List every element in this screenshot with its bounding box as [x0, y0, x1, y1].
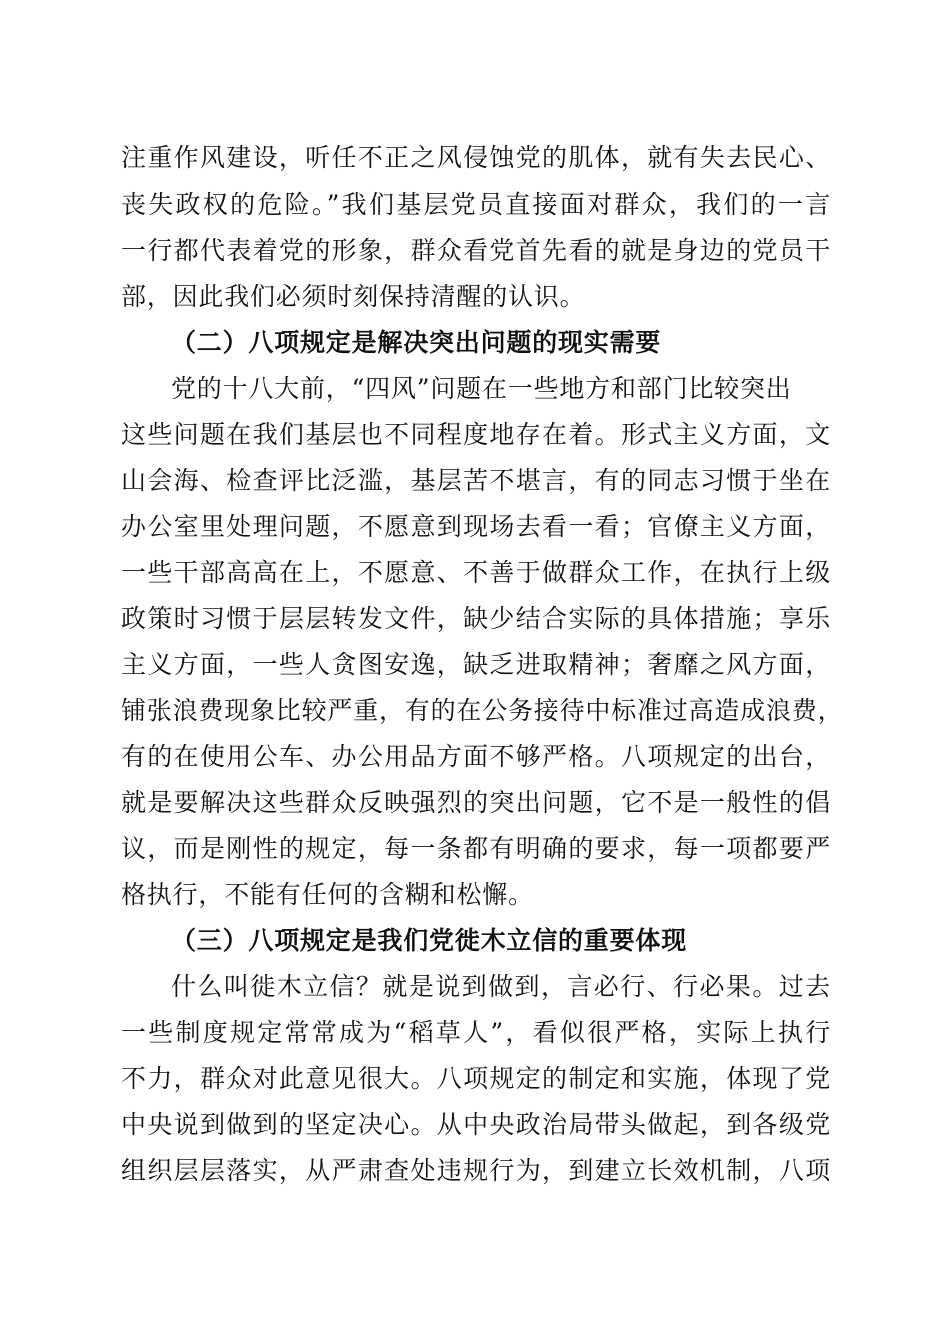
paragraph-line-9: 办公室里处理问题，不愿意到现场去看一看；官僚主义方面，: [121, 512, 831, 541]
paragraph-line-1: 注重作风建设，听任不正之风侵蚀党的肌体，就有失去民心、: [121, 143, 831, 172]
paragraph-line-20: 一些制度规定常常成为“稻草人”，看似很严格，实际上执行: [121, 1018, 831, 1047]
paragraph-line-14: 有的在使用公车、办公用品方面不够严格。八项规定的出台，: [121, 742, 831, 771]
paragraph-line-11: 政策时习惯于层层转发文件，缺少结合实际的具体措施；享乐: [121, 604, 831, 633]
paragraph-line-2: 丧失政权的危险。”我们基层党员直接面对群众，我们的一言: [121, 190, 831, 219]
paragraph-line-17: 格执行，不能有任何的含糊和松懈。: [121, 880, 534, 909]
section-heading-2: （二）八项规定是解决突出问题的现实需要: [171, 328, 662, 357]
section-heading-3: （三）八项规定是我们党徙木立信的重要体现: [171, 926, 688, 955]
paragraph-line-21: 不力，群众对此意见很大。八项规定的制定和实施，体现了党: [121, 1064, 831, 1093]
paragraph-line-10: 一些干部高高在上，不愿意、不善于做群众工作，在执行上级: [121, 558, 831, 587]
paragraph-line-4: 部，因此我们必须时刻保持清醒的认识。: [121, 282, 586, 311]
paragraph-line-3: 一行都代表着党的形象，群众看党首先看的就是身边的党员干: [121, 236, 831, 265]
paragraph-line-16: 议，而是刚性的规定，每一条都有明确的要求，每一项都要严: [121, 834, 831, 863]
paragraph-line-13: 铺张浪费现象比较严重，有的在公务接待中标准过高造成浪费，: [121, 696, 844, 725]
paragraph-line-19: 什么叫徙木立信？就是说到做到，言必行、行必果。过去: [171, 972, 831, 1001]
paragraph-line-22: 中央说到做到的坚定决心。从中央政治局带头做起，到各级党: [121, 1110, 831, 1139]
paragraph-line-8: 山会海、检查评比泛滥，基层苦不堪言，有的同志习惯于坐在: [121, 466, 831, 495]
paragraph-line-15: 就是要解决这些群众反映强烈的突出问题，它不是一般性的倡: [121, 788, 831, 817]
paragraph-line-12: 主义方面，一些人贪图安逸，缺乏进取精神；奢靡之风方面，: [121, 650, 831, 679]
paragraph-line-23: 组织层层落实，从严肃查处违规行为，到建立长效机制，八项: [121, 1156, 831, 1185]
paragraph-line-6: 党的十八大前，“四风”问题在一些地方和部门比较突出: [171, 374, 792, 403]
paragraph-line-7: 这些问题在我们基层也不同程度地存在着。形式主义方面，文: [121, 420, 831, 449]
